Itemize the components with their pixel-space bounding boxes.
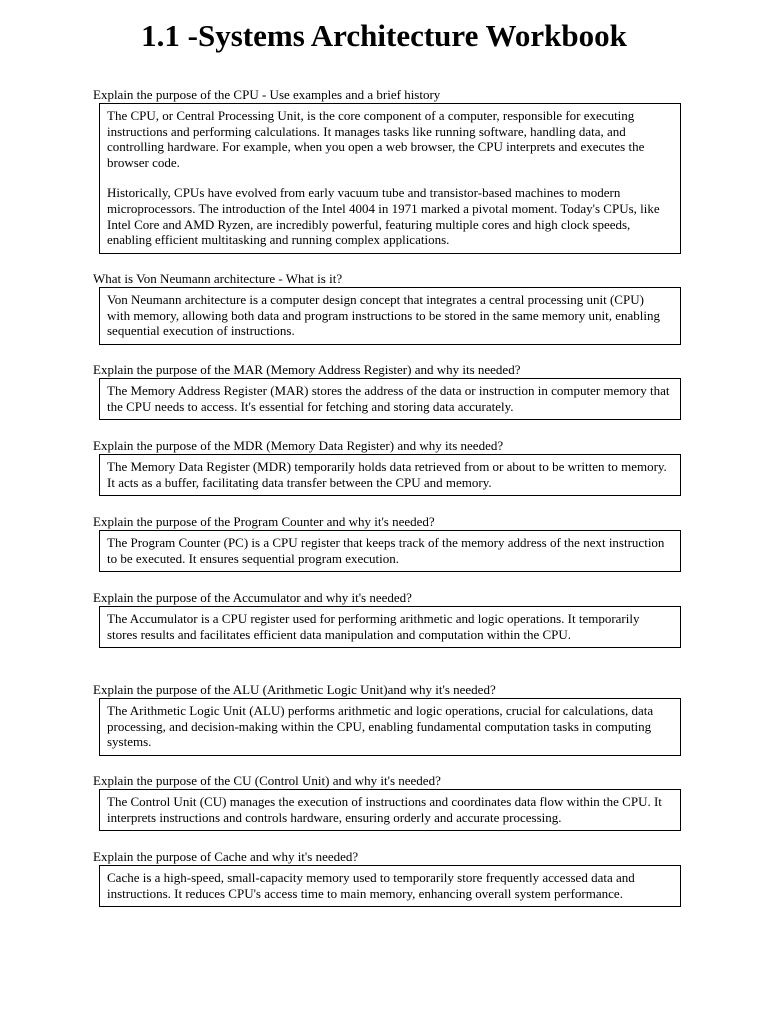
answer-control-unit: The Control Unit (CU) manages the execution of instructions and coordinates data flow within the CPU. It interprets instructions and controls hardware, ensuring orderly and accurate processing. — [107, 794, 662, 825]
answer-mar: The Memory Address Register (MAR) stores the address of the data or instruction in computer memory that the CPU needs to access. It's essential for fetching and storing data accurately. — [107, 383, 670, 414]
answer-von-neumann: Von Neumann architecture is a computer design concept that integrates a central processing unit (CPU) with memory, allowing both data and program instructions to be stored in the same memory unit, enabling sequential execution of instructions. — [107, 292, 660, 339]
answer-box-cpu — [99, 103, 681, 254]
answer-cache: Cache is a high-speed, small-capacity memory used to temporarily store frequently accessed data and instructions. It reduces CPU's access time to main memory, enhancing overall system performance. — [107, 870, 635, 901]
answer-cpu-paragraph-2: Historically, CPUs have evolved from early vacuum tube and transistor-based machines to modern microprocessors. The introduction of the Intel 4004 in 1971 marked a pivotal moment. Today's CPUs, like Intel Core and AMD Ryzen, are incredibly powerful, featuring multiple cores and high clock speeds, enabling efficient multitasking and running complex applications. — [107, 185, 660, 248]
answer-box-cache — [99, 865, 681, 907]
answer-box-accumulator — [99, 606, 681, 648]
question-cpu: Explain the purpose of the CPU - Use examples and a brief history — [93, 87, 441, 102]
page-title: 1.1 -Systems Architecture Workbook — [141, 18, 627, 53]
answer-box-von-neumann — [99, 287, 681, 345]
answer-box-program-counter — [99, 530, 681, 572]
answer-box-mar — [99, 378, 681, 420]
answer-box-alu — [99, 698, 681, 756]
question-program-counter: Explain the purpose of the Program Counter and why it's needed? — [93, 514, 435, 529]
answer-box-mdr — [99, 454, 681, 496]
answer-cpu-paragraph-1: The CPU, or Central Processing Unit, is the core component of a computer, responsible for executing instructions and performing calculations. It manages tasks like running software, handling data, and controlling hardware. For example, when you open a web browser, the CPU interprets and executes the browser code. — [107, 108, 645, 170]
question-accumulator: Explain the purpose of the Accumulator and why it's needed? — [93, 590, 412, 605]
answer-accumulator: The Accumulator is a CPU register used for performing arithmetic and logic operations. It temporarily stores results and facilitates efficient data manipulation and computation within the CPU. — [107, 611, 640, 642]
question-mdr: Explain the purpose of the MDR (Memory Data Register) and why its needed? — [93, 438, 504, 453]
question-von-neumann: What is Von Neumann architecture - What is it? — [93, 271, 343, 286]
answer-box-control-unit — [99, 789, 681, 831]
question-cache: Explain the purpose of Cache and why it's needed? — [93, 849, 359, 864]
answer-program-counter: The Program Counter (PC) is a CPU register that keeps track of the memory address of the next instruction to be executed. It ensures sequential program execution. — [107, 535, 665, 566]
question-alu: Explain the purpose of the ALU (Arithmetic Logic Unit)and why it's needed? — [93, 682, 496, 697]
answer-alu: The Arithmetic Logic Unit (ALU) performs arithmetic and logic operations, crucial for calculations, data processing, and decision-making within the CPU, enabling fundamental computation tasks in computing systems. — [107, 703, 654, 750]
answer-mdr: The Memory Data Register (MDR) temporarily holds data retrieved from or about to be written to memory. It acts as a buffer, facilitating data transfer between the CPU and memory. — [107, 459, 667, 490]
question-control-unit: Explain the purpose of the CU (Control Unit) and why it's needed? — [93, 773, 441, 788]
question-mar: Explain the purpose of the MAR (Memory Address Register) and why its needed? — [93, 362, 521, 377]
